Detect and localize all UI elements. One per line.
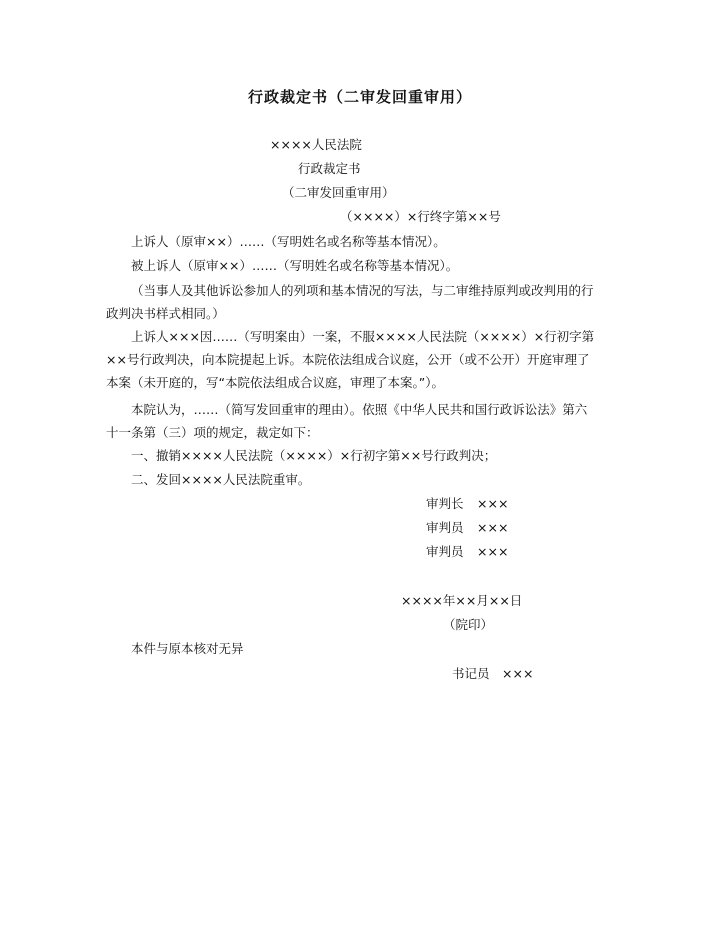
clerk-role: 书记员 [452, 666, 490, 681]
court-seal-label: （院印） [443, 617, 494, 632]
appellee-line: 被上诉人（原审××）……（写明姓名或名称等基本情况）。 [131, 258, 459, 273]
judge-name-2: ××× [477, 520, 509, 535]
judge-name-3: ××× [477, 544, 509, 559]
judge-role-3: 审判员 [426, 544, 464, 559]
party-note-paragraph: （当事人及其他诉讼参加人的列项和基本情况的写法，与二审维持原判或改判用的行政判决书样式相同。） [106, 283, 594, 321]
ruling-item-1: 一、撤销××××人民法院（××××）×行初字第××号行政判决； [131, 448, 497, 463]
facts-paragraph: 上诉人×××因……（写明案由）一案，不服××××人民法院（××××）×行初字第××号行政判决，向本院提起上诉。本院依法组成合议庭，公开（或不公开）开庭审理了本案（未开庭的，写“本院依法组成合议庭，审理了本案。”）。 [106, 329, 595, 390]
verification-note: 本件与原本核对无异 [131, 641, 244, 656]
appellant-line: 上诉人（原审××）……（写明姓名或名称等基本情况）。 [131, 234, 446, 249]
reasoning-paragraph: 本院认为，……（简写发回重审的理由）。依照《中华人民共和国行政诉讼法》第六十一条第（三）项的规定，裁定如下： [106, 402, 588, 440]
doc-subtype: （二审发回重审用） [282, 185, 395, 200]
case-number: （××××）×行终字第××号 [340, 209, 501, 224]
clerk-name: ××× [502, 666, 534, 681]
doc-type: 行政裁定书 [298, 161, 361, 176]
document-title: 行政裁定书（二审发回重审用） [247, 88, 472, 106]
judge-role-2: 审判员 [426, 520, 464, 535]
judgment-date: ××××年××月××日 [401, 593, 523, 608]
judge-role-1: 审判长 [426, 496, 464, 511]
judge-name-1: ××× [477, 496, 509, 511]
ruling-item-2: 二、发回××××人民法院重审。 [131, 472, 311, 487]
court-name: ××××人民法院 [270, 137, 362, 152]
